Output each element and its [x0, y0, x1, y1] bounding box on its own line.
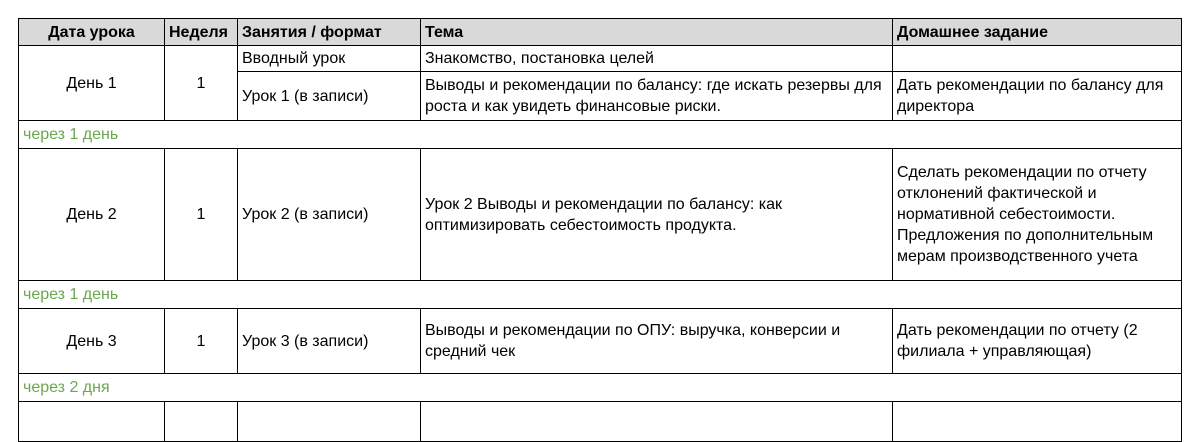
day1-date[interactable]: День 1: [19, 46, 165, 121]
day1-topic-2[interactable]: Выводы и рекомендации по балансу: где искать резервы для роста и как увидеть финансовые риски.: [421, 72, 893, 121]
day1-format-1[interactable]: Вводный урок: [238, 46, 421, 72]
day2-date[interactable]: День 2: [19, 149, 165, 281]
header-week[interactable]: Неделя: [165, 19, 238, 46]
header-topic[interactable]: Тема: [421, 19, 893, 46]
empty-cell[interactable]: [165, 402, 238, 442]
header-row: [19, 19, 1182, 46]
table-row-empty: [19, 402, 1182, 442]
day2-topic[interactable]: Урок 2 Выводы и рекомендации по балансу: как оптимизировать себестоимость продукта.: [421, 149, 893, 281]
day3-format[interactable]: Урок 3 (в записи): [238, 309, 421, 374]
gap-label-2[interactable]: через 1 день: [19, 281, 1182, 309]
day2-week[interactable]: 1: [165, 149, 238, 281]
schedule-table-container: [18, 18, 1182, 442]
day3-week[interactable]: 1: [165, 309, 238, 374]
header-format[interactable]: Занятия / формат: [238, 19, 421, 46]
gap-row: [19, 374, 1182, 402]
gap-label-3[interactable]: через 2 дня: [19, 374, 1182, 402]
schedule-table: [18, 18, 1182, 442]
gap-row: [19, 121, 1182, 149]
empty-cell[interactable]: [19, 402, 165, 442]
day3-homework[interactable]: Дать рекомендации по отчету (2 филиала + управляющая): [893, 309, 1182, 374]
day2-homework[interactable]: Сделать рекомендации по отчету отклонений фактической и нормативной себестоимости. Предложения по дополнительным мерам производственного учета: [893, 149, 1182, 281]
header-date[interactable]: Дата урока: [19, 19, 165, 46]
gap-label-1[interactable]: через 1 день: [19, 121, 1182, 149]
empty-cell[interactable]: [238, 402, 421, 442]
day1-homework-1[interactable]: [893, 46, 1182, 72]
day1-topic-1[interactable]: Знакомство, постановка целей: [421, 46, 893, 72]
day1-homework-2[interactable]: Дать рекомендации по балансу для директора: [893, 72, 1182, 121]
day1-format-2[interactable]: Урок 1 (в записи): [238, 72, 421, 121]
table-row: [19, 149, 1182, 281]
day2-format[interactable]: Урок 2 (в записи): [238, 149, 421, 281]
table-row: [19, 46, 1182, 72]
empty-cell[interactable]: [421, 402, 893, 442]
header-homework[interactable]: Домашнее задание: [893, 19, 1182, 46]
day1-week[interactable]: 1: [165, 46, 238, 121]
gap-row: [19, 281, 1182, 309]
empty-cell[interactable]: [893, 402, 1182, 442]
day3-topic[interactable]: Выводы и рекомендации по ОПУ: выручка, конверсии и средний чек: [421, 309, 893, 374]
table-row: [19, 309, 1182, 374]
day3-date[interactable]: День 3: [19, 309, 165, 374]
